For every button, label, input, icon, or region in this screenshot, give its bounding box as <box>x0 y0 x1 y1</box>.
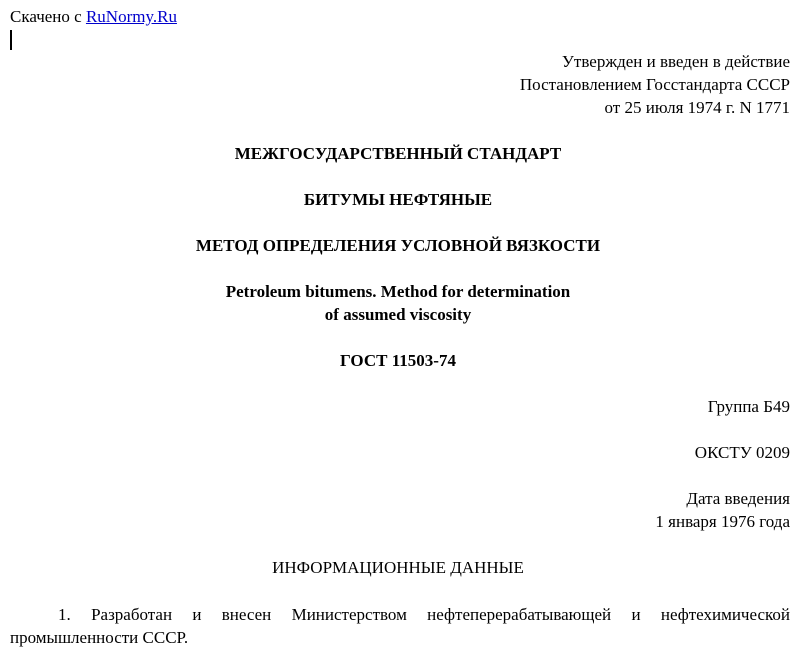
text-cursor <box>10 30 12 50</box>
method-heading: МЕТОД ОПРЕДЕЛЕНИЯ УСЛОВНОЙ ВЯЗКОСТИ <box>195 236 601 255</box>
download-source-line <box>10 6 177 28</box>
download-prefix: Скачено с <box>10 7 82 26</box>
approval-line-2: Постановлением Госстандарта СССР <box>519 75 790 94</box>
approval-line-1: Утвержден и введен в действие <box>561 52 790 71</box>
english-title-line-1: Petroleum bitumens. Method for determination <box>225 282 571 301</box>
group-code: Группа Б49 <box>707 397 790 416</box>
source-link[interactable]: RuNormy.Ru <box>85 7 177 26</box>
approval-line-3: от 25 июля 1974 г. N 1771 <box>604 98 790 117</box>
english-title-line-2: of assumed viscosity <box>324 305 472 324</box>
okstu-code: ОКСТУ 0209 <box>694 443 790 462</box>
standard-type-heading: МЕЖГОСУДАРСТВЕННЫЙ СТАНДАРТ <box>234 144 562 163</box>
standard-code: ГОСТ 11503-74 <box>340 351 456 370</box>
subject-heading: БИТУМЫ НЕФТЯНЫЕ <box>303 190 493 209</box>
info-heading: ИНФОРМАЦИОННЫЕ ДАННЫЕ <box>272 558 524 577</box>
intro-date-value: 1 января 1976 года <box>655 512 790 531</box>
intro-date-label: Дата введения <box>686 489 790 508</box>
info-item-1: 1. Разработан и внесен Министерством нефтеперерабатывающей и нефтехимической промышленности СССР. <box>10 605 790 647</box>
